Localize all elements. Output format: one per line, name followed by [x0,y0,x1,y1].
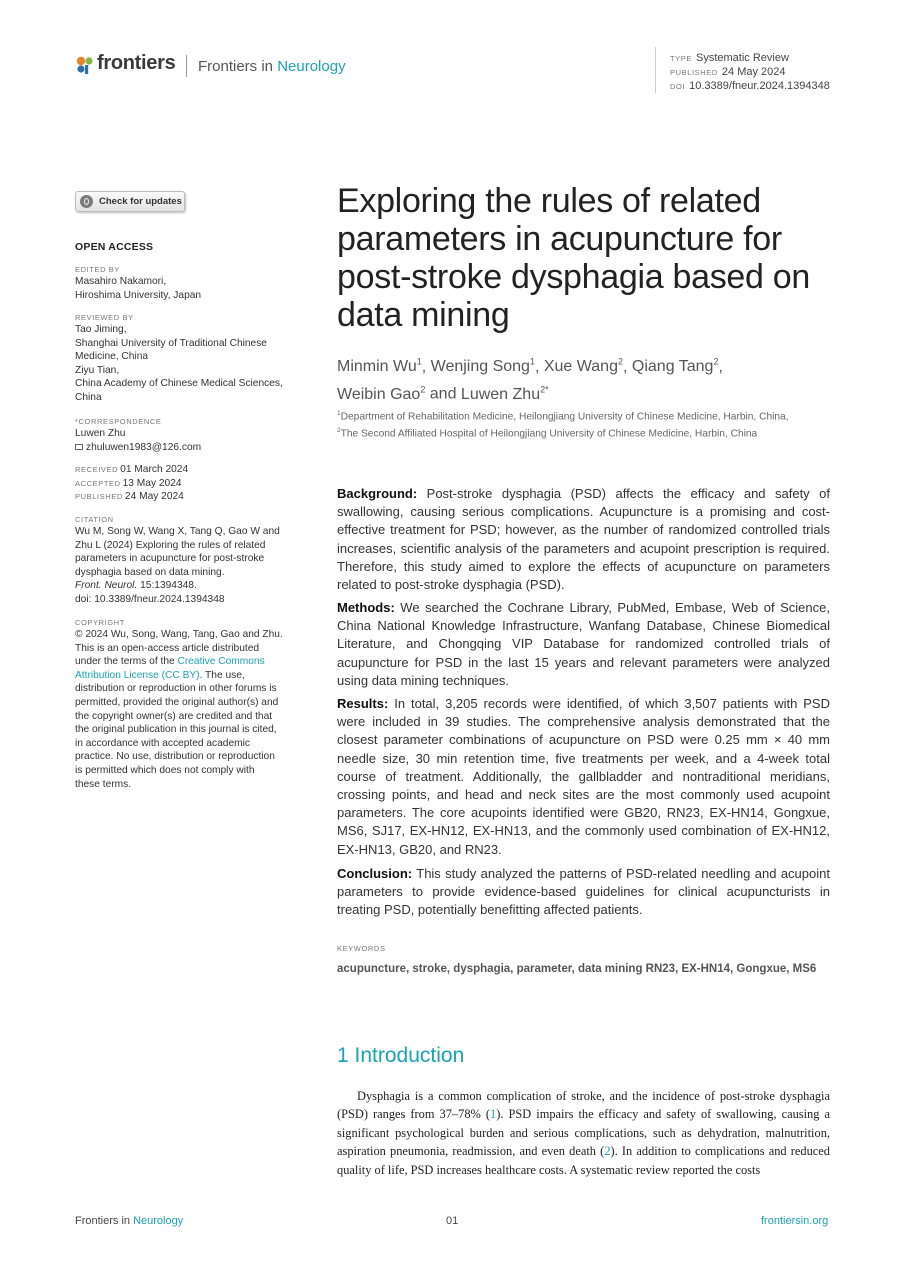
reviewed-by-section: REVIEWED BY Tao Jiming, Shanghai University of Traditional Chinese Medicine, China Ziyu Tian, China Academy of Chinese Medical Sciences, China [75,313,283,403]
abstract-results: Results: In total, 3,205 records were identified, of which 3,507 patients with PSD were included in 39 studies. The comprehensive analysis demonstrated that the closest parameter combinations of acupuncture on PSD were 0.25 mm × 40 mm needle size, 30 min retention time, five treatments per week, and a 4-week total course of treatment. Additionally, the gallbladder and nontraditional meridians, crossing points, and head and neck sites are the most commonly used acupoint parameters. The core acupoints identified were GB20, RN23, EX-HN14, Gongxue, MS6, SJ17, EX-HN12, EX-HN13, and the commonly used combination of EX-HN12, EX-HN13, GB20, and RN23. [337,696,830,857]
cc-license-link-2[interactable]: Attribution License (CC BY) [75,669,200,681]
correspondence-section: *CORRESPONDENCE Luwen Zhu zhuluwen1983@126.com [75,417,305,454]
footer-journal[interactable]: Frontiers in Neurology [75,1215,184,1227]
crossmark-icon [80,195,93,208]
author[interactable]: Weibin Gao$^2$ [337,384,426,403]
author-list: Minmin Wu$^1$, Wenjing Song$^1$, Xue Wang$^2$, Qiang Tang$^2$, Weibin Gao$^2$ and Luwen Zhu$^{2*}$ [337,357,723,403]
page-number: 01 [446,1215,459,1227]
introduction-paragraph: Dysphagia is a common complication of stroke, and the incidence of post-stroke dysphagia (PSD) ranges from 37–78% (1). PSD impairs the efficacy and safety of swallowing, causing a significant psychological burden and serious complications, such as dehydration, malnutrition, aspiration pneumonia, readmission, and even death (2). In addition to complications and reduced quality of life, PSD increases healthcare costs. A systematic review reported the costs [337,1089,830,1177]
footer-site-link[interactable]: frontiersin.org [761,1215,829,1227]
meta-divider [655,47,656,93]
frontiers-logo-icon [75,55,95,75]
meta-doi[interactable]: DOI 10.3389/fneur.2024.1394348 [670,80,830,92]
article-title: Exploring the rules of related parameters in acupuncture for post-stroke dysphagia based on data mining [337,182,810,334]
affiliations: $^1$Department of Rehabilitation Medicine, Heilongjiang University of Chinese Medicine, Harbin, China, $^2$The Second Affiliated Hospital of Heilongjiang University of Chinese Medicine, Harbin, China [337,410,789,440]
open-access-label: OPEN ACCESS [75,241,154,253]
meta-published: PUBLISHED 24 May 2024 [670,66,786,78]
dates-section: RECEIVED 01 March 2024 ACCEPTED 13 May 2024 PUBLISHED 24 May 2024 [75,464,189,503]
author[interactable]: Qiang Tang$^2$ [631,357,719,376]
edited-by-section: EDITED BY Masahiro Nakamori, Hiroshima University, Japan [75,265,202,301]
section-heading-introduction: 1 Introduction [337,1044,465,1067]
citation-section: CITATION Wu M, Song W, Wang X, Tang Q, Gao W and Zhu L (2024) Exploring the rules of related parameters in acupuncture for post-stroke dysphagia based on data mining. Front. Neurol. 15:1394348. doi: 10.3389/fneur.2024.1394348 [75,515,305,607]
abstract-conclusion: Conclusion: This study analyzed the patterns of PSD-related needling and acupoint parameters to provide evidence-based guidelines for clinical acupuncturists in treating PSD, potentially benefitting affected patients. [337,866,830,918]
citation-doi[interactable]: doi: 10.3389/fneur.2024.1394348 [75,593,225,605]
email-link[interactable]: zhuluwen1983@126.com [75,441,305,455]
author[interactable]: Minmin Wu$^1$ [337,357,422,376]
copyright-section: COPYRIGHT © 2024 Wu, Song, Wang, Tang, Gao and Zhu. This is an open-access article distributed under the terms of the Creative Commons Attribution License (CC BY). The use, distribution or reproduction in other forums is permitted, provided the original author(s) and the copyright owner(s) are credited and that the original publication in this journal is cited, in accordance with accepted academic practice. No use, distribution or reproduction is permitted which does not comply with these terms. [75,618,283,790]
cc-license-link[interactable]: Creative Commons [177,656,265,668]
reference-link-1[interactable]: 1 [490,1107,497,1122]
abstract-background: Background: Post-stroke dysphagia (PSD) affects the efficacy and safety of swallowing, causing serious complications. Acupuncture is a promising and cost-effective treatment for PSD; however, as the number of randomized controlled trials increases, scientific analysis of the parameters and acupoint prescription is required. Therefore, this study aimed to explore the effects of acupuncture on parameters related to post-stroke dysphagia (PSD). [337,486,830,593]
meta-type: TYPE Systematic Review [670,52,789,64]
header-divider [186,55,187,77]
author[interactable]: Xue Wang$^2$ [543,357,623,376]
author[interactable]: Wenjing Song$^1$ [430,357,535,376]
journal-title[interactable]: Frontiers in Neurology [198,58,346,75]
author[interactable]: Luwen Zhu$^{2*}$ [460,384,549,403]
keywords-heading: KEYWORDS [337,944,386,953]
envelope-icon [75,444,83,450]
reference-link-2[interactable]: 2 [604,1144,611,1159]
keywords: acupuncture, stroke, dysphagia, parameter, data mining RN23, EX-HN14, Gongxue, MS6 [337,963,817,975]
check-for-updates-button[interactable]: Check for updates [75,191,185,212]
brand-name[interactable]: frontiers [97,52,176,74]
abstract-methods: Methods: We searched the Cochrane Library, PubMed, Embase, Web of Science, China National Knowledge Infrastructure, Wanfang Database, Chinese Biomedical Literature, and Chongqing VIP Database for randomized controlled trials of acupuncture for PSD in the last 15 years and relevant parameters were analyzed using data mining techniques. [337,600,830,688]
